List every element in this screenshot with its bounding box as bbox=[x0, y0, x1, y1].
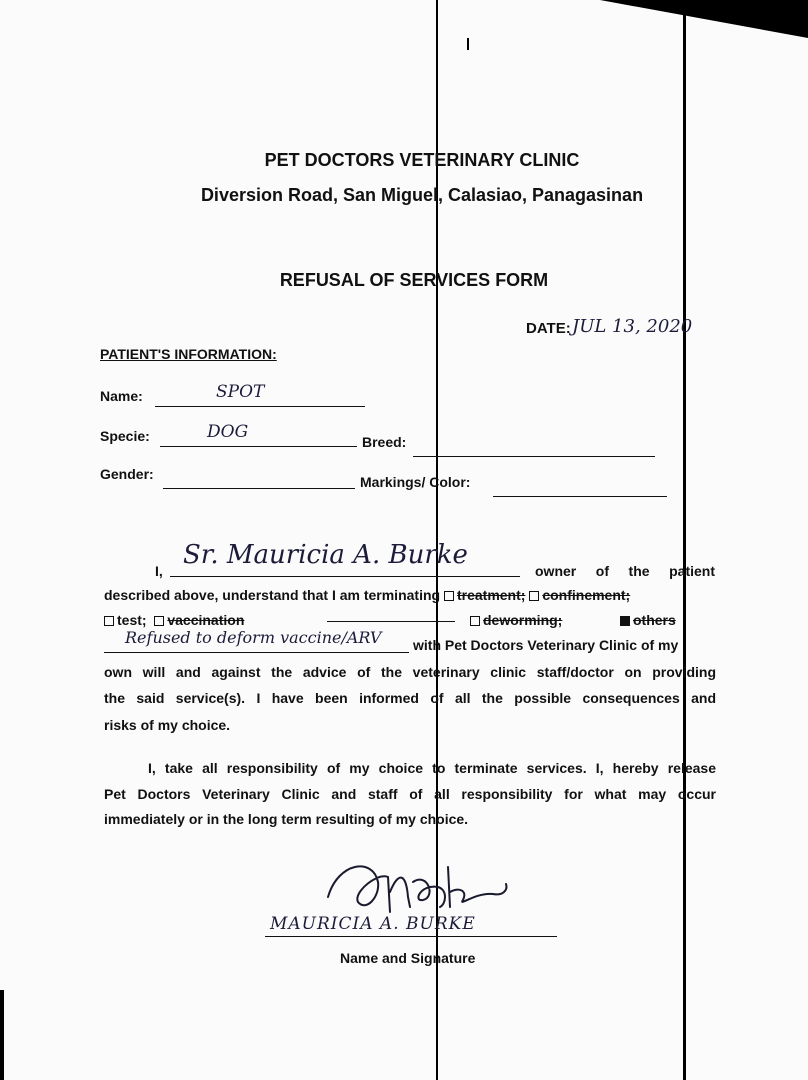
statement-line-7: risks of my choice. bbox=[104, 717, 231, 733]
breed-label: Breed: bbox=[362, 434, 407, 450]
others-value: Refused to deform vaccine/ARV bbox=[125, 628, 382, 647]
clinic-name: PET DOCTORS VETERINARY CLINIC bbox=[264, 150, 580, 170]
breed-line bbox=[413, 438, 655, 457]
statement-line-4: with Pet Doctors Veterinary Clinic of my bbox=[413, 637, 679, 653]
signature-mark bbox=[318, 852, 518, 922]
release-line-2: Pet Doctors Veterinary Clinic and staff of all responsibility for what may occur bbox=[104, 786, 716, 802]
gender-label: Gender: bbox=[100, 466, 154, 482]
deworming-option bbox=[470, 607, 562, 633]
test-checkbox[interactable] bbox=[104, 616, 114, 626]
form-title: REFUSAL OF SERVICES FORM bbox=[279, 270, 549, 290]
confinement-checkbox[interactable] bbox=[529, 591, 539, 601]
clinic-address: Diversion Road, San Miguel, Calasiao, Panagasinan bbox=[200, 185, 644, 205]
release-line-3: immediately or in the long term resulting of my choice. bbox=[104, 811, 469, 827]
scan-mark bbox=[467, 38, 469, 50]
confinement-label: confinement; bbox=[542, 587, 631, 603]
line2-text: described above, understand that I am terminating bbox=[104, 587, 441, 603]
others-option bbox=[620, 607, 676, 633]
name-label: Name: bbox=[100, 388, 143, 404]
test-label: test; bbox=[117, 612, 147, 628]
name-value: SPOT bbox=[216, 382, 265, 402]
statement-line-5: own will and against the advice of the veterinary clinic staff/doctor on providing bbox=[104, 664, 716, 680]
vaccination-blank-line bbox=[327, 605, 455, 622]
gender-line bbox=[163, 470, 355, 489]
others-label: others bbox=[633, 612, 676, 628]
signature-label: Name and Signature bbox=[340, 950, 476, 966]
owner-suffix: owner of the patient bbox=[535, 563, 715, 579]
release-line-1: I, take all responsibility of my choice to terminate services. I, hereby release bbox=[148, 760, 716, 776]
markings-label: Markings/ Color: bbox=[360, 474, 471, 490]
printed-name: MAURICIA A. BURKE bbox=[270, 914, 476, 934]
statement-line-6: the said service(s). I have been informed of all the possible consequences and bbox=[104, 690, 716, 706]
owner-prefix: I, bbox=[155, 563, 163, 579]
owner-name: Sr. Mauricia A. Burke bbox=[183, 540, 468, 570]
treatment-label: treatment; bbox=[456, 587, 526, 603]
markings-line bbox=[493, 478, 667, 497]
deworming-checkbox[interactable] bbox=[470, 616, 480, 626]
vaccination-checkbox[interactable] bbox=[154, 616, 164, 626]
scan-left-edge bbox=[0, 990, 4, 1080]
specie-value: DOG bbox=[207, 422, 249, 442]
others-checkbox[interactable] bbox=[620, 616, 630, 626]
date-value: JUL 13, 2020 bbox=[572, 316, 693, 337]
patient-info-heading: PATIENT'S INFORMATION: bbox=[100, 346, 277, 362]
scan-dark-corner bbox=[600, 0, 808, 38]
treatment-checkbox[interactable] bbox=[444, 591, 454, 601]
date-label: DATE: bbox=[526, 320, 571, 337]
specie-line bbox=[160, 428, 357, 447]
vaccination-label: vaccination bbox=[167, 612, 245, 628]
deworming-label: deworming; bbox=[483, 612, 563, 628]
specie-label: Specie: bbox=[100, 428, 150, 444]
